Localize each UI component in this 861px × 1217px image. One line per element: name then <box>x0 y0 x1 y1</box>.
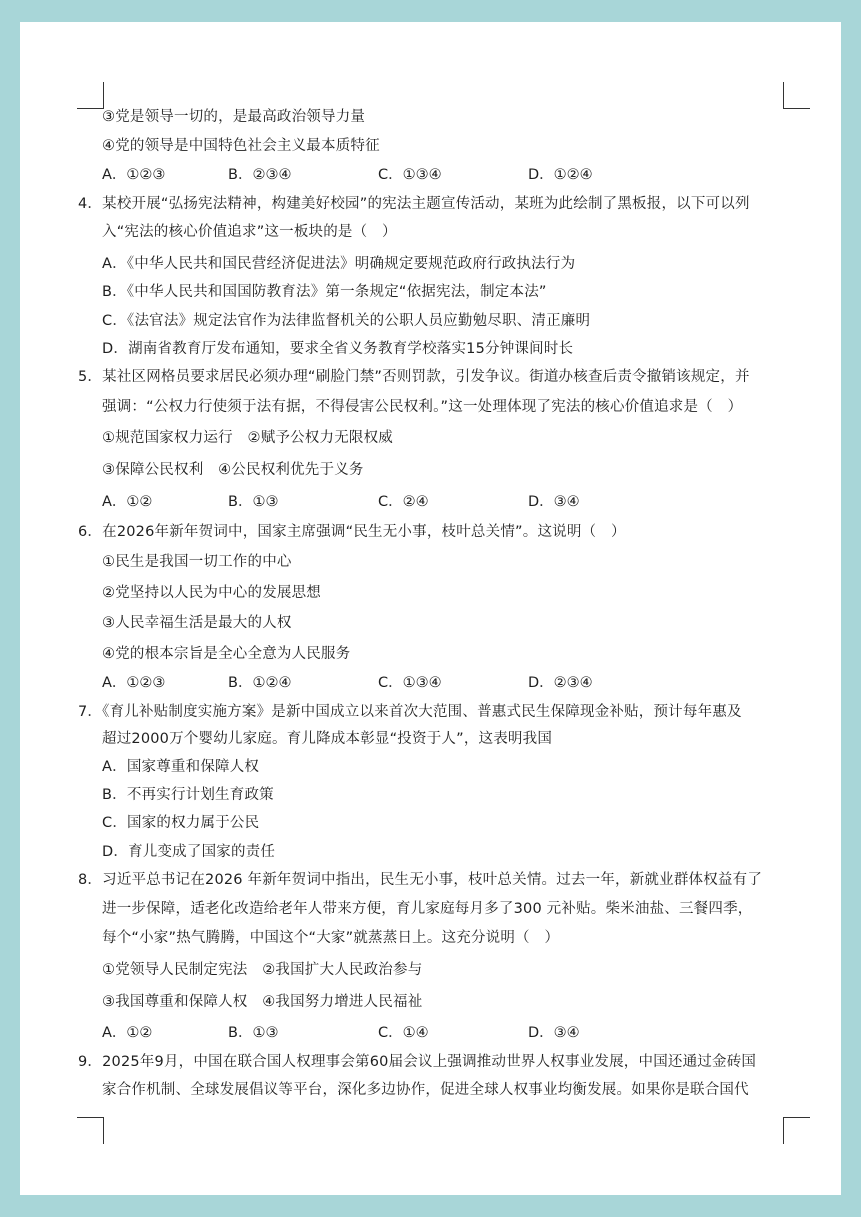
exam-page <box>20 22 841 1195</box>
statement-3: ③党是领导一切的，是最高政治领导力量 <box>102 109 366 125</box>
question-8-stem-cont-1: 进一步保障，适老化改造给老年人带来方便，育儿家庭每月多了300 元补贴。柴米油盐、三餐四季， <box>102 901 753 917</box>
crop-mark-bottom-left <box>77 1117 104 1144</box>
question-8-option-c: C．①④ <box>378 1025 429 1041</box>
option-d: D．①②④ <box>528 167 593 183</box>
question-4-option-b: B．《中华人民共和国国防教育法》第一条规定“依据宪法，制定本法” <box>102 284 547 300</box>
question-8-stem-cont-2: 每个“小家”热气腾腾，中国这个“大家”就蒸蒸日上。这充分说明（ ） <box>102 930 560 946</box>
question-5-option-d: D．③④ <box>528 494 580 510</box>
question-5-statements-34: ③保障公民权利 ④公民权利优先于义务 <box>102 462 364 478</box>
question-8-option-a: A．①② <box>102 1025 153 1041</box>
crop-mark-top-right <box>783 82 810 109</box>
question-8-stem: 8．习近平总书记在2026 年新年贺词中指出，民生无小事，枝叶总关情。过去一年，新就业群体权益有了 <box>78 872 763 888</box>
question-5-stem-cont: 强调：“公权力行使须于法有据，不得侵害公民权利。”这一处理体现了宪法的核心价值追求是（ ） <box>102 399 743 415</box>
question-6-option-a: A．①②③ <box>102 675 166 691</box>
option-c: C．①③④ <box>378 167 442 183</box>
statement-4: ④党的领导是中国特色社会主义最本质特征 <box>102 138 380 154</box>
option-a: A．①②③ <box>102 167 166 183</box>
question-8-option-b: B．①③ <box>228 1025 279 1041</box>
question-7-stem-cont: 超过2000万个婴幼儿家庭。育儿降成本彰显“投资于人”，这表明我国 <box>102 731 553 747</box>
question-5-option-a: A．①② <box>102 494 153 510</box>
question-8-option-d: D．③④ <box>528 1025 580 1041</box>
question-6-stem: 6．在2026年新年贺词中，国家主席强调“民生无小事，枝叶总关情”。这说明（ ） <box>78 524 626 540</box>
question-6-option-c: C．①③④ <box>378 675 442 691</box>
question-7-option-c: C．国家的权力属于公民 <box>102 815 260 831</box>
question-4-stem-cont: 入“宪法的核心价值追求”这一板块的是（ ） <box>102 224 397 240</box>
question-5-statements-12: ①规范国家权力运行 ②赋予公权力无限权威 <box>102 430 393 446</box>
question-4-option-c: C．《法官法》规定法官作为法律监督机关的公职人员应勤勉尽职、清正廉明 <box>102 313 591 329</box>
question-6-option-b: B．①②④ <box>228 675 292 691</box>
question-6-option-d: D．②③④ <box>528 675 593 691</box>
question-6-statement-2: ②党坚持以人民为中心的发展思想 <box>102 585 321 601</box>
question-4-option-a: A．《中华人民共和国民营经济促进法》明确规定要规范政府行政执法行为 <box>102 256 576 272</box>
question-4-option-d: D．湖南省教育厅发布通知，要求全省义务教育学校落实15分钟课间时长 <box>102 341 574 357</box>
question-9-stem-cont: 家合作机制、全球发展倡议等平台，深化多边协作，促进全球人权事业均衡发展。如果你是联合国代 <box>102 1082 749 1098</box>
question-4-stem: 4．某校开展“弘扬宪法精神，构建美好校园”的宪法主题宣传活动，某班为此绘制了黑板报，以下可以列 <box>78 196 750 212</box>
question-7-option-a: A．国家尊重和保障人权 <box>102 759 260 775</box>
question-6-statement-1: ①民生是我国一切工作的中心 <box>102 554 292 570</box>
question-7-option-b: B．不再实行计划生育政策 <box>102 787 274 803</box>
question-5-option-b: B．①③ <box>228 494 279 510</box>
question-5-option-c: C．②④ <box>378 494 429 510</box>
question-6-statement-3: ③人民幸福生活是最大的人权 <box>102 615 292 631</box>
crop-mark-top-left <box>77 82 104 109</box>
crop-mark-bottom-right <box>783 1117 810 1144</box>
question-8-statements-34: ③我国尊重和保障人权 ④我国努力增进人民福祉 <box>102 994 423 1010</box>
question-9-stem: 9．2025年9月，中国在联合国人权理事会第60届会议上强调推动世界人权事业发展，中国还通过金砖国 <box>78 1054 757 1070</box>
question-6-statement-4: ④党的根本宗旨是全心全意为人民服务 <box>102 646 351 662</box>
option-b: B．②③④ <box>228 167 292 183</box>
question-7-stem: 7．《育儿补贴制度实施方案》是新中国成立以来首次大范围、普惠式民生保障现金补贴，预计每年惠及 <box>78 704 742 720</box>
question-5-stem: 5．某社区网格员要求居民必须办理“刷脸门禁”否则罚款，引发争议。街道办核查后责令撤销该规定，并 <box>78 369 750 385</box>
question-8-statements-12: ①党领导人民制定宪法 ②我国扩大人民政治参与 <box>102 962 423 978</box>
question-7-option-d: D．育儿变成了国家的责任 <box>102 844 276 860</box>
